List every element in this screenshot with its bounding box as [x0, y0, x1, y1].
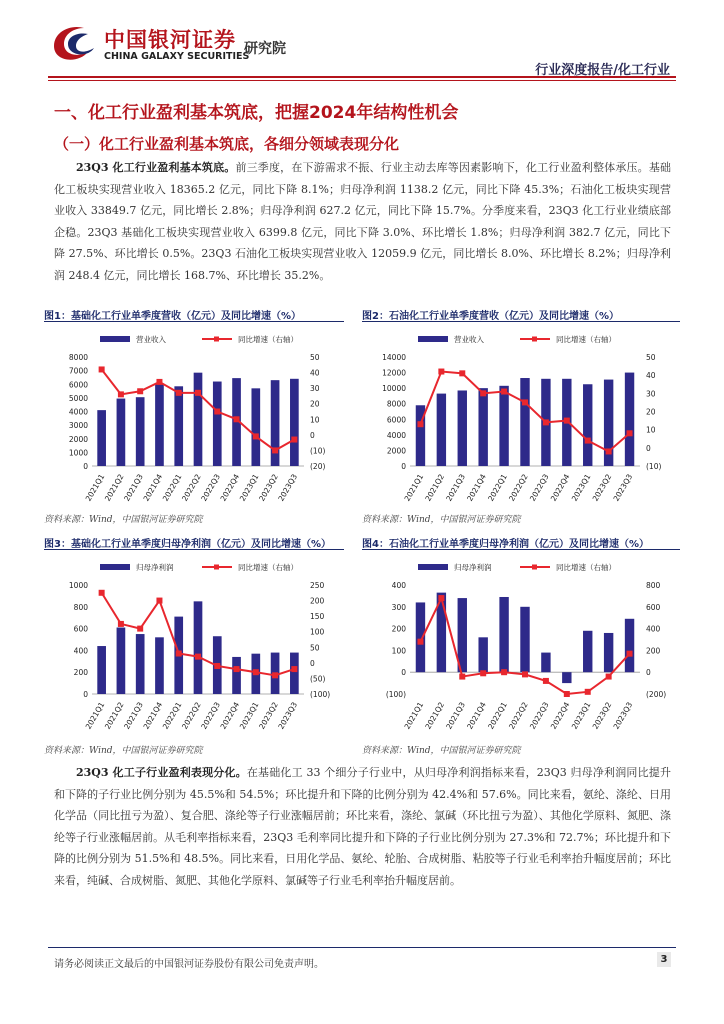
- y-tick-label: 3000: [68, 421, 88, 431]
- bar: [541, 653, 550, 673]
- x-tick-label: 2021Q4: [465, 472, 488, 503]
- x-tick-label: 2021Q3: [444, 472, 468, 503]
- y-tick-label: 4000: [386, 430, 406, 440]
- line-point: [99, 366, 105, 372]
- y2-tick-label: (20): [310, 462, 326, 471]
- bar: [625, 373, 634, 466]
- line-point: [480, 390, 486, 396]
- x-tick-label: 2021Q1: [402, 700, 426, 731]
- x-tick-label: 2021Q2: [102, 472, 126, 503]
- y-tick-label: 12000: [382, 368, 406, 378]
- bar: [194, 373, 203, 466]
- y2-tick-label: 0: [646, 668, 651, 678]
- bar: [416, 602, 425, 672]
- x-tick-label: 2023Q3: [276, 472, 300, 503]
- bar: [155, 637, 164, 694]
- y-tick-label: 14000: [382, 353, 406, 362]
- y2-tick-label: 40: [310, 368, 320, 378]
- x-tick-label: 2021Q1: [83, 700, 107, 731]
- y-tick-label: 1000: [68, 448, 88, 458]
- y2-tick-label: 400: [646, 624, 661, 634]
- legend: [418, 562, 616, 572]
- paragraph-2: [54, 762, 671, 891]
- figure-4-source: 资料来源：Wind，中国银河证券研究院: [362, 746, 521, 756]
- y2-tick-label: (100): [310, 690, 331, 699]
- line-point: [522, 671, 528, 677]
- line-point: [417, 421, 423, 427]
- x-tick-label: 2022Q4: [218, 700, 242, 731]
- y-tick-label: 0: [401, 668, 406, 678]
- bar: [499, 386, 508, 466]
- x-tick-label: 2022Q1: [160, 472, 184, 503]
- x-tick-label: 2021Q2: [423, 700, 447, 731]
- line-point: [253, 433, 259, 439]
- x-tick-label: 2022Q3: [199, 700, 223, 731]
- line-point: [272, 447, 278, 453]
- x-tick-label: 2023Q1: [569, 700, 593, 731]
- line-point: [543, 678, 549, 684]
- page-number: 3: [657, 952, 671, 967]
- x-tick-label: 2022Q2: [180, 700, 203, 731]
- brand-institute: 研究院: [244, 41, 286, 57]
- line-point: [253, 669, 259, 675]
- x-tick-label: 2021Q2: [423, 472, 447, 503]
- line-point: [501, 669, 507, 675]
- line-point: [195, 654, 201, 660]
- line-point: [156, 598, 162, 604]
- y-tick-label: 0: [401, 462, 406, 471]
- galaxy-logo-icon: [48, 22, 100, 66]
- x-tick-label: 2023Q3: [611, 700, 635, 731]
- x-tick-label: 2021Q3: [122, 700, 145, 731]
- y-tick-label: 8000: [386, 399, 406, 409]
- y2-tick-label: 200: [646, 646, 661, 656]
- legend-bar-label: 营业收入: [454, 335, 484, 344]
- y2-tick-label: 150: [310, 612, 325, 622]
- y2-tick-label: 10: [646, 425, 656, 435]
- x-tick-label: 2023Q2: [257, 700, 280, 731]
- legend-line-label: 同比增速（右轴）: [238, 335, 298, 344]
- x-tick-label: 2023Q1: [569, 472, 593, 503]
- y-tick-label: (100): [385, 690, 406, 699]
- bar: [290, 379, 299, 466]
- bar: [583, 384, 592, 466]
- x-tick-label: 2022Q1: [160, 700, 184, 731]
- line-point: [272, 672, 278, 678]
- x-tick-label: 2023Q3: [611, 472, 635, 503]
- line-point: [234, 416, 240, 422]
- y-tick-label: 5000: [68, 393, 88, 403]
- y2-tick-label: 50: [310, 353, 320, 362]
- bar: [437, 394, 446, 466]
- x-tick-label: 2021Q3: [122, 472, 145, 503]
- bar: [562, 672, 571, 683]
- line-point: [459, 370, 465, 376]
- x-tick-label: 2021Q4: [141, 700, 165, 731]
- y2-tick-label: 250: [310, 581, 325, 590]
- figure-1-source: 资料来源：Wind，中国银河证券研究院: [44, 515, 203, 525]
- legend-line-marker: [214, 337, 219, 342]
- line-point: [195, 390, 201, 396]
- bar: [520, 378, 529, 466]
- line-point: [118, 621, 124, 627]
- line-point: [176, 390, 182, 396]
- line-point: [627, 651, 633, 657]
- figure-2-source: 资料来源：Wind，中国银河证券研究院: [362, 515, 521, 525]
- y-tick-label: 200: [391, 624, 406, 634]
- legend-line-label: 同比增速（右轴）: [556, 563, 616, 572]
- x-tick-label: 2022Q4: [548, 472, 572, 503]
- x-tick-label: 2023Q2: [590, 700, 614, 731]
- line-point: [118, 391, 124, 397]
- x-tick-label: 2023Q2: [590, 472, 614, 503]
- y-tick-label: 0: [83, 690, 88, 699]
- bar: [97, 410, 106, 466]
- y2-tick-label: (50): [310, 674, 326, 684]
- paragraph-1-body: 前三季度，在下游需求不振、行业主动去库等因素影响下，化工行业盈利整体承压。基础化工板块实现营业收入 18365.2 亿元，同比下降 8.1%；归母净利润 1138.2 亿元，同比下降 45.3%；石油化工板块实现营业收入 33849.7 亿元，同比增长 2.8%；归母净利润 627.2 亿元，同比下降 15.7%。分季度来看，23Q3 化工行业业绩底部企稳。23Q3 基础化工板块实现营业收入 6399.8 亿元，同比下降 3.0%、环比增长 1.8%；归母净利润 382.7 亿元，同比下降 27.5%、环比增长 0.5%。23Q3 石油化工板块实现营业收入 12059.9 亿元，同比增长 8.0%、环比增长 8.2%；归母净利润 248.4 亿元，同比增长 168.7%、环比增长 35.2%。: [54, 161, 672, 282]
- bar: [290, 653, 299, 694]
- paragraph-2-lead: 23Q3 化工子行业盈利表现分化。: [76, 766, 247, 779]
- brand-name-en: CHINA GALAXY SECURITIES: [104, 51, 250, 62]
- bar: [136, 397, 145, 466]
- figure-3-rule: [44, 549, 344, 550]
- x-tick-label: 2021Q1: [402, 472, 426, 503]
- y-tick-label: 7000: [68, 366, 88, 376]
- y-tick-label: 800: [73, 602, 88, 612]
- y2-tick-label: 200: [310, 596, 325, 606]
- paragraph-1-lead: 23Q3 化工行业盈利基本筑底。: [76, 161, 236, 174]
- y-tick-label: 6000: [386, 415, 406, 425]
- bar: [194, 601, 203, 694]
- line-point: [234, 666, 240, 672]
- y2-tick-label: 50: [646, 353, 656, 362]
- line-point: [585, 438, 591, 444]
- y-tick-label: 400: [391, 581, 406, 590]
- y2-tick-label: 30: [310, 384, 320, 394]
- y2-tick-label: 30: [646, 389, 656, 399]
- y-tick-label: 200: [73, 668, 88, 678]
- y-tick-label: 600: [73, 624, 88, 634]
- x-tick-label: 2021Q4: [465, 700, 488, 731]
- chart-basic-chem-profit: [44, 553, 344, 740]
- bar: [499, 597, 508, 672]
- legend-line-marker: [532, 565, 537, 570]
- line-point: [137, 388, 143, 394]
- brand-name-cn: 中国银河证券: [104, 28, 236, 52]
- y-tick-label: 4000: [68, 407, 88, 417]
- x-tick-label: 2022Q4: [218, 472, 242, 503]
- y-tick-label: 2000: [68, 434, 88, 444]
- y2-tick-label: 100: [310, 627, 325, 637]
- figure-4-title: 图4：石油化工行业单季度归母净利润（亿元）及同比增速（%）: [362, 539, 649, 550]
- x-tick-label: 2022Q4: [548, 700, 572, 731]
- line-point: [459, 674, 465, 680]
- y-tick-label: 300: [391, 602, 406, 612]
- figure-2-rule: [362, 321, 680, 322]
- line-point: [606, 674, 612, 680]
- line-point: [156, 379, 162, 385]
- chart-basic-chem-revenue: [44, 325, 344, 510]
- bar: [155, 384, 164, 466]
- footer-divider: [48, 947, 676, 948]
- x-tick-label: 2022Q2: [507, 472, 530, 503]
- legend-bar-label: 营业收入: [136, 335, 166, 344]
- x-tick-label: 2022Q3: [199, 472, 223, 503]
- line-point: [214, 409, 220, 415]
- y2-tick-label: (10): [646, 462, 662, 471]
- subsection-heading: （一）化工行业盈利基本筑底，各细分领域表现分化: [54, 135, 400, 153]
- x-tick-label: 2022Q2: [507, 700, 530, 731]
- figure-4-rule: [362, 549, 680, 550]
- y-tick-label: 6000: [68, 380, 88, 390]
- y2-tick-label: 0: [310, 658, 315, 668]
- x-tick-label: 2022Q1: [486, 472, 509, 503]
- bar: [213, 382, 222, 466]
- report-type: 行业深度报告/化工行业: [535, 63, 670, 78]
- legend: [100, 334, 298, 344]
- figure-3-source: 资料来源：Wind，中国银河证券研究院: [44, 746, 203, 756]
- legend-bar-swatch: [418, 336, 448, 342]
- line-point: [543, 419, 549, 425]
- x-tick-label: 2021Q2: [102, 700, 126, 731]
- y-tick-label: 100: [391, 646, 406, 656]
- y-tick-label: 0: [83, 462, 88, 471]
- x-tick-label: 2023Q3: [276, 700, 300, 731]
- y-tick-label: 8000: [68, 353, 88, 362]
- bar: [251, 388, 260, 466]
- line-point: [417, 639, 423, 645]
- x-tick-label: 2021Q1: [83, 472, 107, 503]
- y2-tick-label: 40: [646, 371, 656, 381]
- section-heading: 一、化工行业盈利基本筑底，把握2024年结构性机会: [54, 103, 459, 123]
- x-tick-label: 2023Q2: [257, 472, 280, 503]
- line-point: [627, 430, 633, 436]
- x-tick-label: 2021Q4: [141, 472, 165, 503]
- x-tick-label: 2023Q1: [237, 472, 261, 503]
- header-divider-thin: [48, 80, 676, 81]
- y2-tick-label: 600: [646, 602, 661, 612]
- chart-petrochem-profit: [362, 553, 680, 740]
- figure-3-title: 图3：基础化工行业单季度归母净利润（亿元）及同比增速（%）: [44, 539, 331, 550]
- legend-bar-swatch: [418, 564, 448, 570]
- legend: [418, 334, 616, 344]
- legend-bar-label: 归母净利润: [454, 563, 492, 572]
- line-point: [522, 399, 528, 405]
- figure-2-title: 图2：石油化工行业单季度营收（亿元）及同比增速（%）: [362, 311, 619, 322]
- line-point: [585, 689, 591, 695]
- line-point: [214, 663, 220, 669]
- header-divider: [48, 76, 676, 78]
- footer-disclaimer: 请务必阅读正文最后的中国银河证券股份有限公司免责声明。: [54, 959, 324, 970]
- bar: [520, 607, 529, 672]
- line-point: [564, 418, 570, 424]
- legend-bar-swatch: [100, 336, 130, 342]
- figure-1-title: 图1：基础化工行业单季度营收（亿元）及同比增速（%）: [44, 311, 301, 322]
- bar: [117, 399, 126, 466]
- line-point: [606, 448, 612, 454]
- y2-tick-label: 20: [646, 407, 656, 417]
- legend-line-marker: [214, 565, 219, 570]
- paragraph-2-body: 在基础化工 33 个细分子行业中，从归母净利润指标来看，23Q3 归母净利润同比提升和下降的子行业比例分别为 45.5%和 54.5%；环比提升和下降的比例分别为 42.4%和 57.6%。同比来看，氨纶、涤纶、日用化学品（同比扭亏为盈）、复合肥、涤纶等子行业涨幅居前；环比来看，涤纶、氯碱（环比扭亏为盈）、其他化学原料、氮肥、涤纶等子行业涨幅居前。从毛利率指标来看，23Q3 毛利率同比提升和下降的子行业比例分别为 27.3%和 72.7%；环比提升和下降的比例分别为 51.5%和 48.5%。同比来看，日用化学品、氨纶、轮胎、合成树脂、粘胶等子行业毛利率抬升幅度居前；环比来看，纯碱、合成树脂、氮肥、其他化学原料、氯碱等子行业毛利率抬升幅度居前。: [54, 766, 671, 887]
- y2-tick-label: 0: [646, 443, 651, 453]
- legend-line-label: 同比增速（右轴）: [556, 335, 616, 344]
- y-tick-label: 10000: [382, 384, 406, 394]
- line-point: [291, 666, 297, 672]
- line-point: [564, 691, 570, 697]
- y2-tick-label: 20: [310, 399, 320, 409]
- legend: [100, 562, 298, 572]
- y-tick-label: 400: [73, 646, 88, 656]
- chart-petrochem-revenue: [362, 325, 680, 510]
- x-tick-label: 2022Q3: [527, 472, 551, 503]
- bar: [583, 631, 592, 672]
- bar: [604, 633, 613, 672]
- y2-tick-label: 0: [310, 430, 315, 440]
- bar: [117, 628, 126, 694]
- y2-tick-label: 10: [310, 415, 320, 425]
- x-tick-label: 2022Q1: [486, 700, 509, 731]
- legend-line-marker: [532, 337, 537, 342]
- x-tick-label: 2023Q1: [237, 700, 261, 731]
- bar: [174, 386, 183, 466]
- y2-tick-label: 800: [646, 581, 661, 590]
- x-tick-label: 2022Q3: [527, 700, 551, 731]
- x-tick-label: 2021Q3: [444, 700, 468, 731]
- paragraph-1: [54, 157, 671, 286]
- figure-1-rule: [44, 321, 344, 322]
- bar: [478, 637, 487, 672]
- line-point: [438, 369, 444, 375]
- line-point: [438, 595, 444, 601]
- x-tick-label: 2022Q2: [180, 472, 203, 503]
- bar: [625, 619, 634, 672]
- line-point: [137, 626, 143, 632]
- bar: [478, 388, 487, 466]
- y-tick-label: 1000: [68, 581, 88, 590]
- line-point: [99, 590, 105, 596]
- bar: [136, 634, 145, 694]
- bar: [458, 390, 467, 466]
- legend-bar-label: 归母净利润: [136, 563, 174, 572]
- line-point: [176, 651, 182, 657]
- y2-tick-label: (200): [646, 690, 667, 699]
- bar: [232, 657, 241, 694]
- y-tick-label: 2000: [386, 446, 406, 456]
- legend-bar-swatch: [100, 564, 130, 570]
- y2-tick-label: (10): [310, 446, 326, 456]
- line-point: [501, 389, 507, 395]
- legend-line-label: 同比增速（右轴）: [238, 563, 298, 572]
- line-point: [291, 437, 297, 443]
- line-point: [480, 670, 486, 676]
- bar: [97, 646, 106, 694]
- y2-tick-label: 50: [310, 643, 320, 653]
